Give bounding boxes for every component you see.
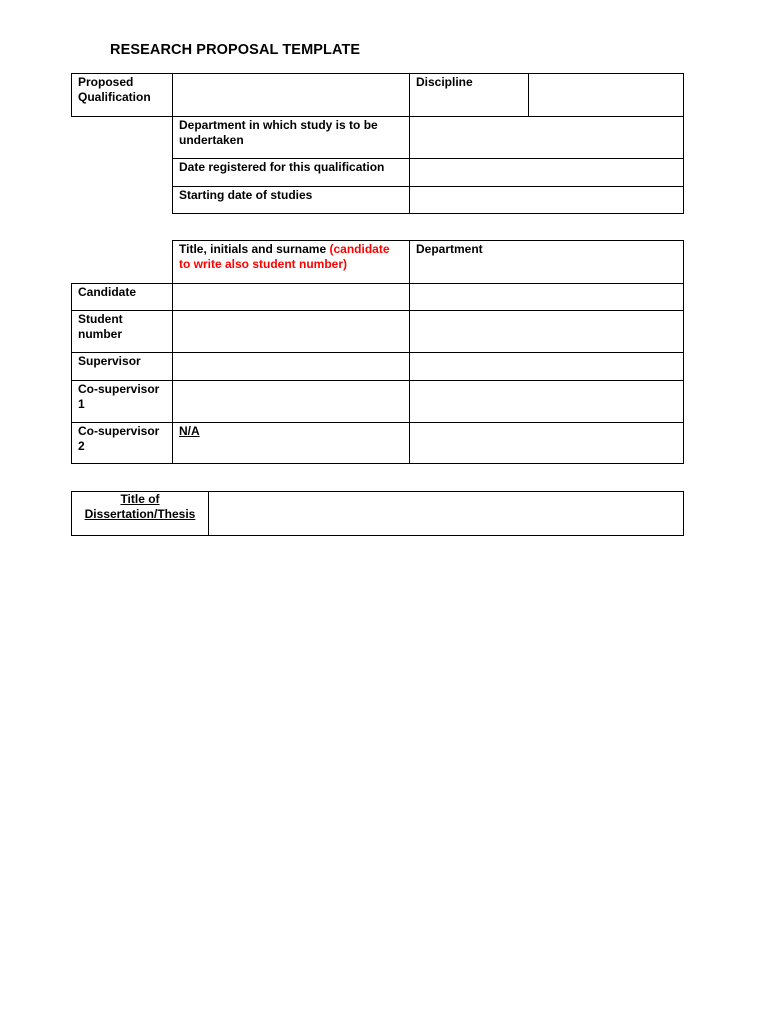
row-label-co-supervisor-2: Co-supervisor 2: [71, 422, 173, 464]
proposed-qualification-label: Proposed Qualification: [71, 73, 173, 117]
supervisor-department-field[interactable]: [409, 352, 684, 381]
discipline-field[interactable]: [528, 73, 684, 117]
co-supervisor-2-name-field[interactable]: N/A: [172, 422, 410, 464]
row-label-co-supervisor-1: Co-supervisor 1: [71, 380, 173, 423]
dissertation-title-field[interactable]: [208, 491, 684, 536]
department-study-field[interactable]: [409, 116, 684, 159]
department-column-header: Department: [409, 240, 684, 284]
date-registered-label: Date registered for this qualification: [172, 158, 410, 187]
row-label-candidate: Candidate: [71, 283, 173, 311]
starting-date-field[interactable]: [409, 186, 684, 214]
row-label-student-number: Student number: [71, 310, 173, 353]
co-supervisor-2-department-field[interactable]: [409, 422, 684, 464]
supervisor-name-field[interactable]: [172, 352, 410, 381]
name-column-header-note: (candidate to write also student number): [179, 242, 390, 271]
department-study-label: Department in which study is to be undertaken: [172, 116, 410, 159]
name-column-header: [172, 240, 410, 284]
dissertation-title-label: Title of Dissertation/Thesis: [71, 491, 209, 536]
page-title: RESEARCH PROPOSAL TEMPLATE: [110, 42, 361, 58]
discipline-label: Discipline: [409, 73, 529, 117]
co-supervisor-1-name-field[interactable]: [172, 380, 410, 423]
student-number-department-field[interactable]: [409, 310, 684, 353]
candidate-name-field[interactable]: [172, 283, 410, 311]
date-registered-field[interactable]: [409, 158, 684, 187]
proposed-qualification-field[interactable]: [172, 73, 410, 117]
co-supervisor-1-department-field[interactable]: [409, 380, 684, 423]
name-column-header-label: Title, initials and surname: [179, 242, 330, 256]
row-label-supervisor: Supervisor: [71, 352, 173, 381]
starting-date-label: Starting date of studies: [172, 186, 410, 214]
candidate-department-field[interactable]: [409, 283, 684, 311]
student-number-name-field[interactable]: [172, 310, 410, 353]
